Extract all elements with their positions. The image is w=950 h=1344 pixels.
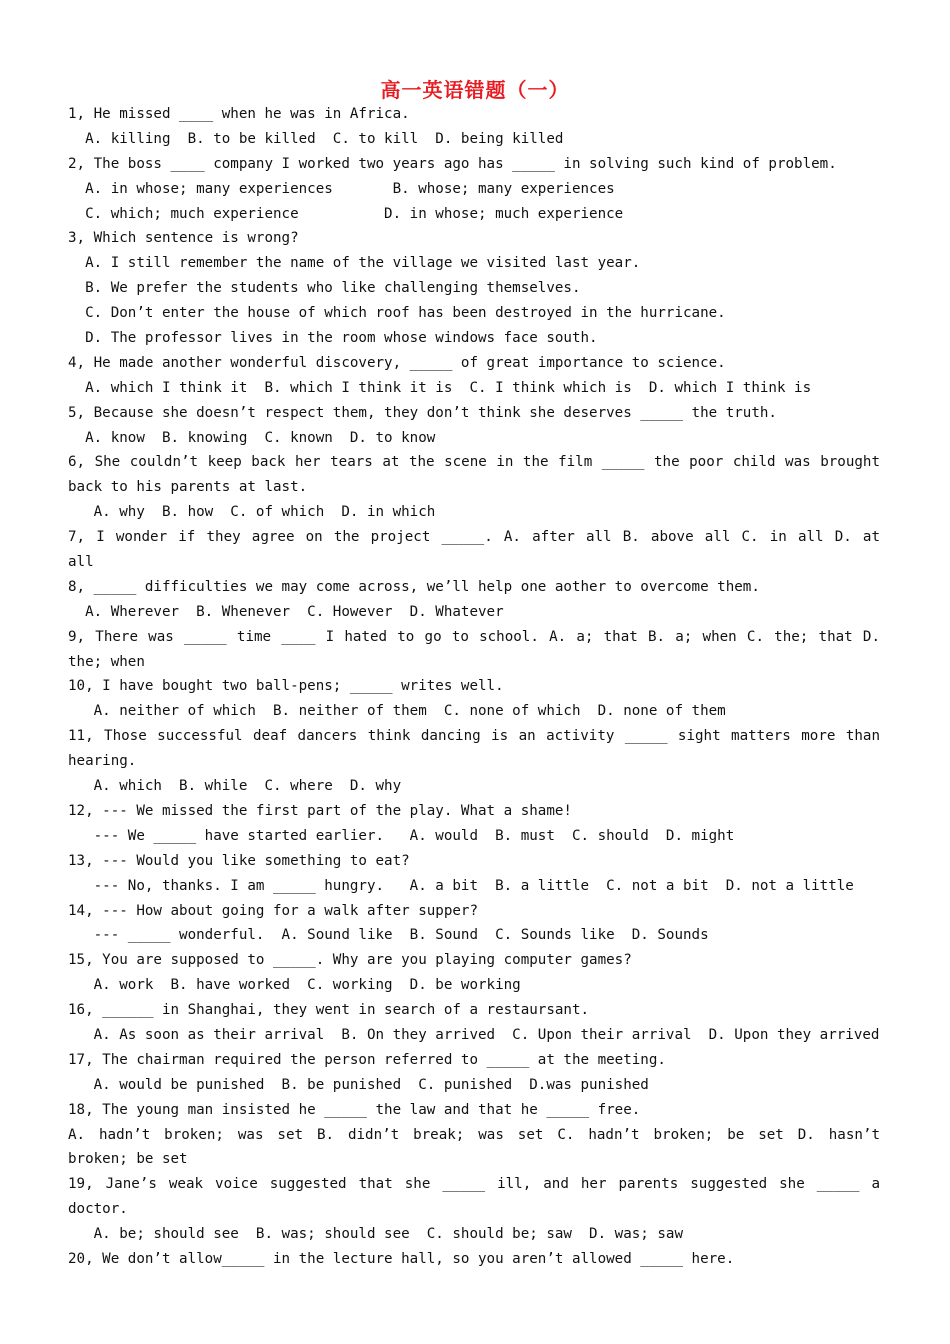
text-line: 12, --- We missed the first part of the play. What a shame!: [68, 802, 572, 819]
text-line: 3, Which sentence is wrong?: [68, 230, 299, 247]
text-line: A. in whose; many experiences B. whose; many experiences: [68, 180, 615, 197]
text-line: hearing.: [68, 753, 137, 770]
text-line: A. Wherever B. Whenever C. However D. Whatever: [68, 603, 504, 620]
text-line: 15, You are supposed to _____. Why are you playing computer games?: [68, 952, 632, 969]
text-line: broken; be set: [68, 1151, 188, 1168]
text-line: C. which; much experience D. in whose; much experience: [68, 205, 624, 222]
text-line: A. which I think it B. which I think it is C. I think which is D. which I think is: [68, 379, 812, 396]
text-line: A. As soon as their arrival B. On they arrived C. Upon their arrival D. Upon they arrived: [68, 1026, 880, 1043]
text-line: 7, I wonder if they agree on the project _____. A. after all B. above all C. in all D. at: [68, 529, 880, 546]
text-line: A. hadn’t broken; was set B. didn’t break; was set C. hadn’t broken; be set D. hasn’t: [68, 1126, 880, 1143]
text-line: 14, --- How about going for a walk after supper?: [68, 902, 478, 919]
text-line: 1, He missed ____ when he was in Africa.: [68, 106, 410, 122]
page-title: 高一英语错题（一）: [380, 78, 570, 102]
text-line: back to his parents at last.: [68, 479, 308, 496]
text-line: A. why B. how C. of which D. in which: [68, 504, 436, 521]
question-list: [68, 102, 880, 1272]
text-line: 11, Those successful deaf dancers think dancing is an activity _____ sight matters more than: [68, 728, 880, 745]
text-line: 13, --- Would you like something to eat?: [68, 852, 410, 869]
text-line: A. would be punished B. be punished C. punished D.was punished: [68, 1076, 649, 1093]
text-line: 5, Because she doesn’t respect them, they don’t think she deserves _____ the truth.: [68, 404, 777, 421]
text-line: --- No, thanks. I am _____ hungry. A. a bit B. a little C. not a bit D. not a little: [68, 877, 854, 894]
text-line: D. The professor lives in the room whose windows face south.: [68, 330, 598, 347]
text-line: --- We _____ have started earlier. A. would B. must C. should D. might: [68, 827, 735, 844]
text-line: 20, We don’t allow_____ in the lecture hall, so you aren’t allowed _____ here.: [68, 1250, 735, 1267]
text-line: A. work B. have worked C. working D. be working: [68, 977, 521, 994]
text-line: doctor.: [68, 1201, 128, 1218]
text-line: 2, The boss ____ company I worked two years ago has _____ in solving such kind of problem.: [68, 155, 837, 172]
text-line: 16, ______ in Shanghai, they went in search of a restaursant.: [68, 1002, 590, 1019]
text-line: 8, _____ difficulties we may come across, we’ll help one aother to overcome them.: [68, 578, 760, 595]
text-line: the; when: [68, 653, 145, 670]
text-line: 4, He made another wonderful discovery, _____ of great importance to science.: [68, 354, 726, 371]
text-line: --- _____ wonderful. A. Sound like B. Sound C. Sounds like D. Sounds: [68, 927, 709, 944]
text-line: 19, Jane’s weak voice suggested that she _____ ill, and her parents suggested she _____ a: [68, 1176, 880, 1193]
text-line: 9, There was _____ time ____ I hated to go to school. A. a; that B. a; when C. the; that D.: [68, 628, 880, 645]
text-line: A. neither of which B. neither of them C. none of which D. none of them: [68, 703, 726, 720]
text-line: A. I still remember the name of the village we visited last year.: [68, 255, 641, 272]
text-line: A. which B. while C. where D. why: [68, 778, 402, 795]
text-line: B. We prefer the students who like challenging themselves.: [68, 280, 581, 297]
text-line: A. be; should see B. was; should see C. should be; saw D. was; saw: [68, 1226, 683, 1243]
text-line: A. killing B. to be killed C. to kill D. being killed: [68, 130, 564, 147]
text-line: A. know B. knowing C. known D. to know: [68, 429, 436, 446]
text-line: 10, I have bought two ball-pens; _____ writes well.: [68, 678, 504, 695]
text-line: 17, The chairman required the person referred to _____ at the meeting.: [68, 1051, 666, 1068]
text-line: 18, The young man insisted he _____ the law and that he _____ free.: [68, 1101, 641, 1118]
text-line: C. Don’t enter the house of which roof has been destroyed in the hurricane.: [68, 305, 726, 322]
text-line: 6, She couldn’t keep back her tears at the scene in the film _____ the poor child was brought: [68, 454, 880, 471]
text-line: all: [68, 554, 94, 571]
